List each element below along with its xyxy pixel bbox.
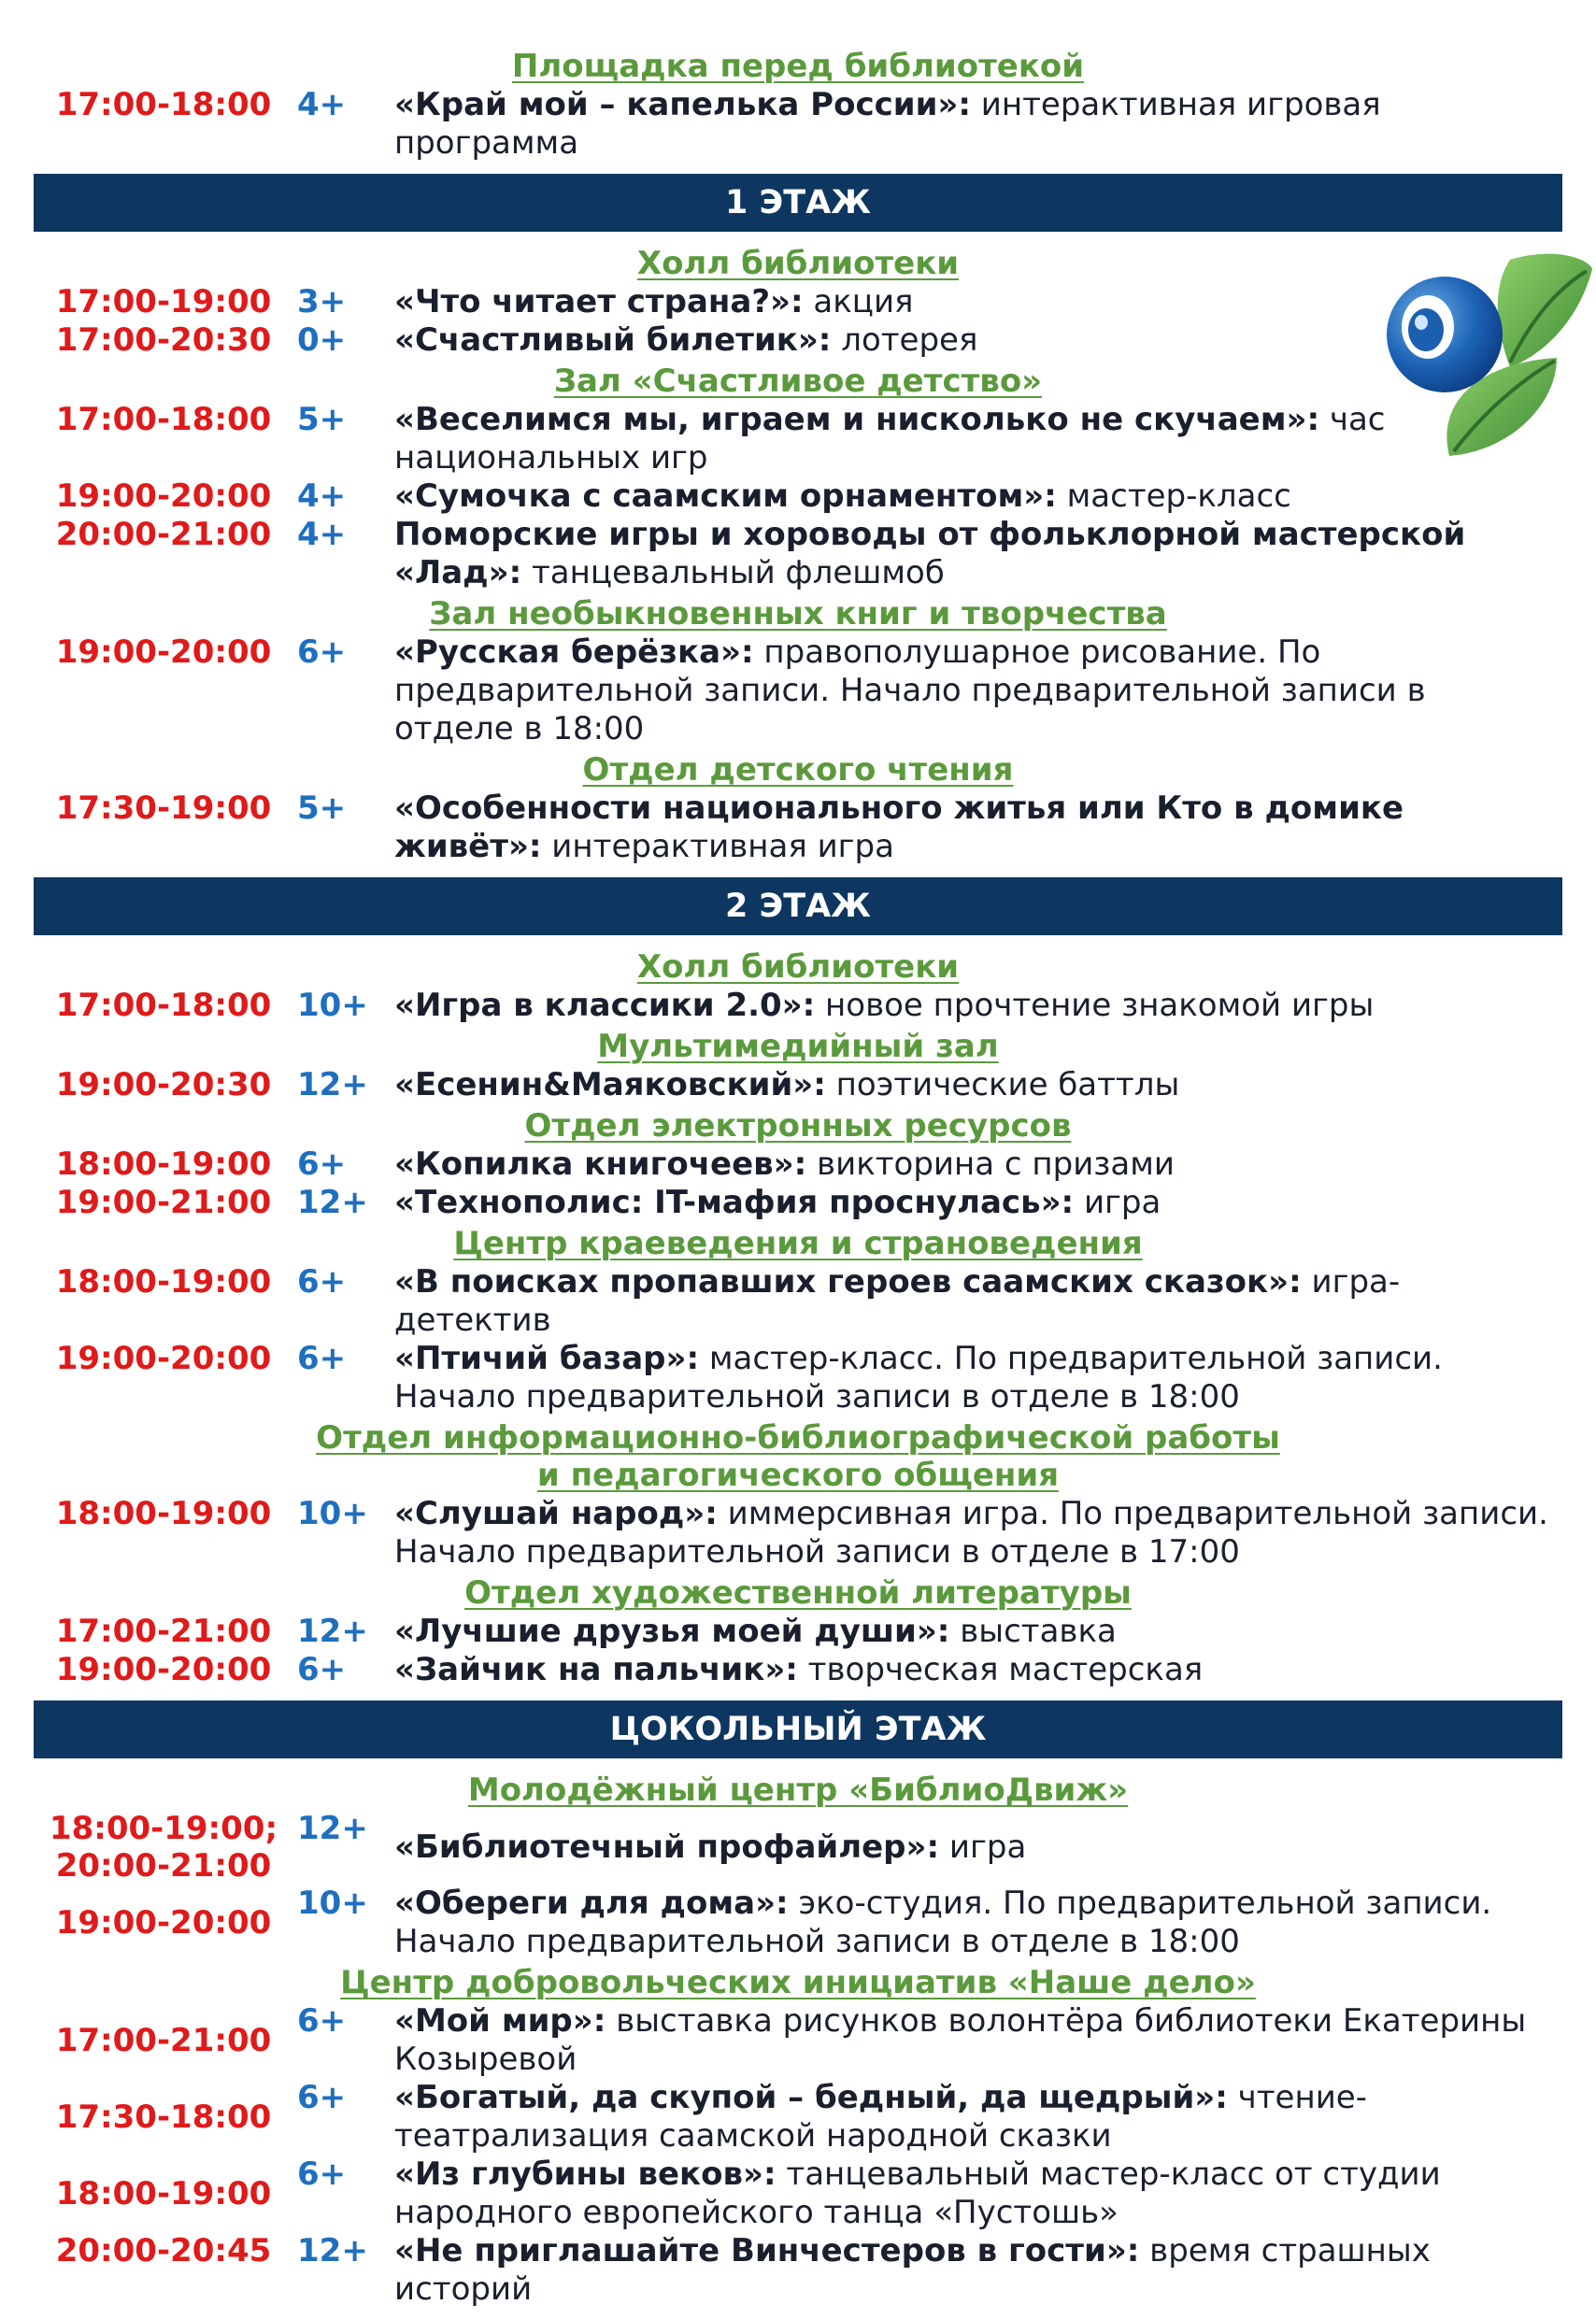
event-time: 19:00-20:00 — [55, 1904, 272, 1942]
event-time: 17:00-21:00 — [55, 1613, 272, 1650]
event-description — [394, 987, 1562, 1025]
room-title: Зал «Счастливое детство» — [553, 363, 1043, 400]
floor-header: 1 ЭТАЖ — [34, 174, 1562, 232]
event-row — [34, 2155, 1562, 2232]
event-details: новое прочтение знакомой игры — [815, 987, 1375, 1024]
event-title: «Лучшие друзья моей души»: — [394, 1613, 950, 1650]
age-rating: 0+ — [297, 321, 347, 359]
event-description — [394, 2232, 1562, 2309]
event-row — [34, 1810, 1562, 1885]
event-details: лотерея — [831, 321, 978, 359]
age-rating: 6+ — [297, 2155, 347, 2193]
event-title: «Мой мир»: — [394, 2002, 606, 2040]
event-details: время страшных историй — [394, 2232, 1441, 2308]
room-title: Отдел детского чтения — [582, 751, 1014, 789]
event-time: 19:00-21:00 — [55, 1184, 272, 1221]
event-time: 19:00-20:00 — [55, 1651, 272, 1688]
event-time: 19:00-20:00 — [55, 477, 272, 515]
room-title: Центр добровольческих инициатив «Наше дело» — [340, 1964, 1256, 2001]
age-rating: 4+ — [297, 86, 347, 123]
event-row — [34, 1145, 1562, 1184]
event-title: «Счастливый билетик»: — [394, 321, 832, 359]
age-rating: 4+ — [297, 477, 347, 515]
event-details: танцевальный флешмоб — [521, 554, 945, 591]
event-row — [34, 1340, 1562, 1416]
room-title: Холл библиотеки — [636, 245, 960, 282]
event-description — [394, 477, 1562, 516]
room-title: Зал необыкновенных книг и творчества — [429, 595, 1167, 633]
event-details: час национальных игр — [394, 401, 1396, 477]
event-title: «Обереги для дома»: — [394, 1885, 789, 1922]
event-row — [34, 790, 1562, 866]
event-title: «Игра в классики 2.0»: — [394, 987, 816, 1024]
age-rating: 12+ — [297, 1613, 368, 1650]
event-details: творческая мастерская — [797, 1651, 1204, 1688]
room-title: Холл библиотеки — [636, 948, 960, 986]
age-rating: 5+ — [297, 401, 347, 438]
floor-header: ЦОКОЛЬНЫЙ ЭТАЖ — [34, 1700, 1562, 1758]
event-time: 17:00-18:00 — [55, 86, 272, 123]
event-time: 18:00-19:00 — [55, 1263, 272, 1301]
event-row — [34, 1066, 1562, 1104]
event-description — [394, 86, 1562, 163]
room-title: Площадка перед библиотекой — [511, 48, 1085, 85]
age-rating: 6+ — [297, 633, 347, 671]
event-description — [394, 2155, 1562, 2232]
event-description — [394, 1885, 1562, 1961]
event-time: 18:00-19:00 — [55, 2175, 272, 2212]
event-details: танцевальный мастер-класс от студии народного европейского танца «Пустошь» — [394, 2155, 1451, 2231]
event-row — [34, 633, 1562, 748]
event-title: «Русская берёзка»: — [394, 633, 754, 671]
event-details: иммерсивная игра. По предварительной записи. Начало предварительной записи в отделе в 17:00 — [394, 1495, 1559, 1571]
age-rating: 6+ — [297, 1145, 347, 1183]
event-row — [34, 1651, 1562, 1689]
event-row — [34, 321, 1562, 360]
event-details: акция — [803, 283, 914, 320]
event-details: игра — [1074, 1184, 1161, 1221]
event-row — [34, 1885, 1562, 1961]
age-rating: 12+ — [297, 1184, 368, 1221]
event-description — [394, 1651, 1562, 1689]
age-rating: 12+ — [297, 1066, 368, 1103]
event-details: викторина с призами — [806, 1145, 1175, 1183]
event-time: 17:00-19:00 — [55, 283, 272, 320]
event-title: «Край мой – капелька России»: — [394, 86, 971, 123]
floor-header: 2 ЭТАЖ — [34, 877, 1562, 935]
event-title: «В поисках пропавших героев саамских сказок»: — [394, 1263, 1302, 1301]
event-description — [394, 2079, 1562, 2155]
event-row — [34, 2232, 1562, 2309]
room-title: Отдел художественной литературы — [464, 1574, 1132, 1612]
event-row — [34, 283, 1562, 321]
age-rating: 6+ — [297, 2002, 347, 2040]
event-row — [34, 401, 1562, 477]
age-rating: 10+ — [297, 987, 368, 1024]
event-details: правополушарное рисование. По предварительной записи. Начало предварительной записи в отделе в 18:00 — [394, 633, 1436, 747]
event-details: поэтические баттлы — [825, 1066, 1180, 1103]
event-time: 18:00-19:00; 20:00-21:00 — [49, 1810, 278, 1885]
event-details: мастер-класс — [1056, 477, 1291, 515]
event-description — [394, 2002, 1562, 2079]
event-details: выставка — [949, 1613, 1117, 1650]
event-row — [34, 1613, 1562, 1651]
room-title: Мультимедийный зал — [597, 1028, 999, 1065]
event-time: 19:00-20:30 — [55, 1066, 272, 1103]
event-details: мастер-класс. По предварительной записи. Начало предварительной записи в отделе в 18:00 — [394, 1340, 1453, 1416]
event-time: 17:00-21:00 — [55, 2022, 272, 2059]
berry-with-leaves-icon — [1370, 241, 1594, 465]
event-details: выставка рисунков волонтёра библиотеки Екатерины Козыревой — [394, 2002, 1537, 2078]
event-description — [394, 1495, 1562, 1572]
event-row — [34, 86, 1562, 163]
event-title: «Веселимся мы, играем и нисколько не скучаем»: — [394, 401, 1320, 438]
event-row — [34, 1184, 1562, 1222]
event-time: 20:00-20:45 — [55, 2232, 272, 2269]
event-title: «Копилка книгочеев»: — [394, 1145, 807, 1183]
event-details: интерактивная игра — [541, 828, 894, 865]
event-title: «Сумочка с саамским орнаментом»: — [394, 477, 1057, 515]
event-row — [34, 516, 1562, 592]
event-description — [394, 790, 1562, 866]
event-row — [34, 987, 1562, 1025]
event-time: 19:00-20:00 — [55, 633, 272, 671]
age-rating: 12+ — [297, 2232, 368, 2269]
event-time: 17:30-19:00 — [55, 790, 272, 827]
event-title: «Слушай народ»: — [394, 1495, 718, 1532]
age-rating: 6+ — [297, 2079, 347, 2116]
event-description — [394, 1828, 1562, 1867]
age-rating: 12+ — [297, 1810, 368, 1847]
room-title: Отдел информационно-библиографической работы и педагогического общения — [316, 1419, 1280, 1494]
event-time: 17:00-18:00 — [55, 987, 272, 1024]
event-title: Поморские игры и хороводы от фольклорной мастерской «Лад»: — [394, 516, 1466, 591]
event-title: «Из глубины веков»: — [394, 2155, 777, 2193]
event-title: «Библиотечный профайлер»: — [394, 1828, 940, 1866]
event-description — [394, 1145, 1562, 1184]
event-details: эко-студия. По предварительной записи. Начало предварительной записи в отделе в 18:00 — [394, 1885, 1503, 1960]
event-row — [34, 2079, 1562, 2155]
event-title: «Технополис: IT-мафия проснулась»: — [394, 1184, 1075, 1221]
event-title: «Зайчик на пальчик»: — [394, 1651, 798, 1688]
event-time: 17:00-18:00 — [55, 401, 272, 438]
event-details: чтение-театрализация саамской народной сказки — [394, 2079, 1367, 2155]
event-row — [34, 2002, 1562, 2079]
event-description — [394, 1066, 1562, 1104]
room-title: Отдел электронных ресурсов — [524, 1107, 1072, 1145]
event-time: 19:00-20:00 — [55, 1340, 272, 1377]
event-description — [394, 1184, 1562, 1222]
event-title: «Не приглашайте Винчестеров в гости»: — [394, 2232, 1140, 2269]
event-time: 18:00-19:00 — [55, 1145, 272, 1183]
event-title: «Что читает страна?»: — [394, 283, 804, 320]
age-rating: 5+ — [297, 790, 347, 827]
age-rating: 3+ — [297, 283, 347, 320]
event-row — [34, 1263, 1562, 1340]
event-details: игра-детектив — [394, 1263, 1401, 1339]
event-title: «Птичий базар»: — [394, 1340, 700, 1377]
room-title: Молодёжный центр «БиблиоДвиж» — [467, 1771, 1129, 1809]
event-description — [394, 1263, 1562, 1340]
event-time: 20:00-21:00 — [55, 516, 272, 553]
event-title: «Особенности национального житья или Кто в домике живёт»: — [394, 790, 1404, 865]
event-description — [394, 516, 1562, 592]
event-time: 18:00-19:00 — [55, 1495, 272, 1532]
age-rating: 6+ — [297, 1340, 347, 1377]
event-details: игра — [939, 1828, 1027, 1866]
room-title: Центр краеведения и страноведения — [453, 1225, 1143, 1262]
event-row — [34, 477, 1562, 516]
event-time: 17:30-18:00 — [55, 2098, 272, 2136]
age-rating: 10+ — [297, 1885, 368, 1922]
event-row — [34, 1495, 1562, 1572]
program-schedule — [34, 45, 1562, 2309]
age-rating: 6+ — [297, 1263, 347, 1301]
event-description — [394, 1340, 1562, 1416]
event-title: «Есенин&Маяковский»: — [394, 1066, 826, 1103]
event-description — [394, 1613, 1562, 1651]
age-rating: 4+ — [297, 516, 347, 553]
age-rating: 10+ — [297, 1495, 368, 1532]
event-details: интерактивная игровая программа — [394, 86, 1391, 162]
event-time: 17:00-20:30 — [55, 321, 272, 359]
event-title: «Богатый, да скупой – бедный, да щедрый»: — [394, 2079, 1228, 2116]
age-rating: 6+ — [297, 1651, 347, 1688]
event-description — [394, 633, 1562, 748]
